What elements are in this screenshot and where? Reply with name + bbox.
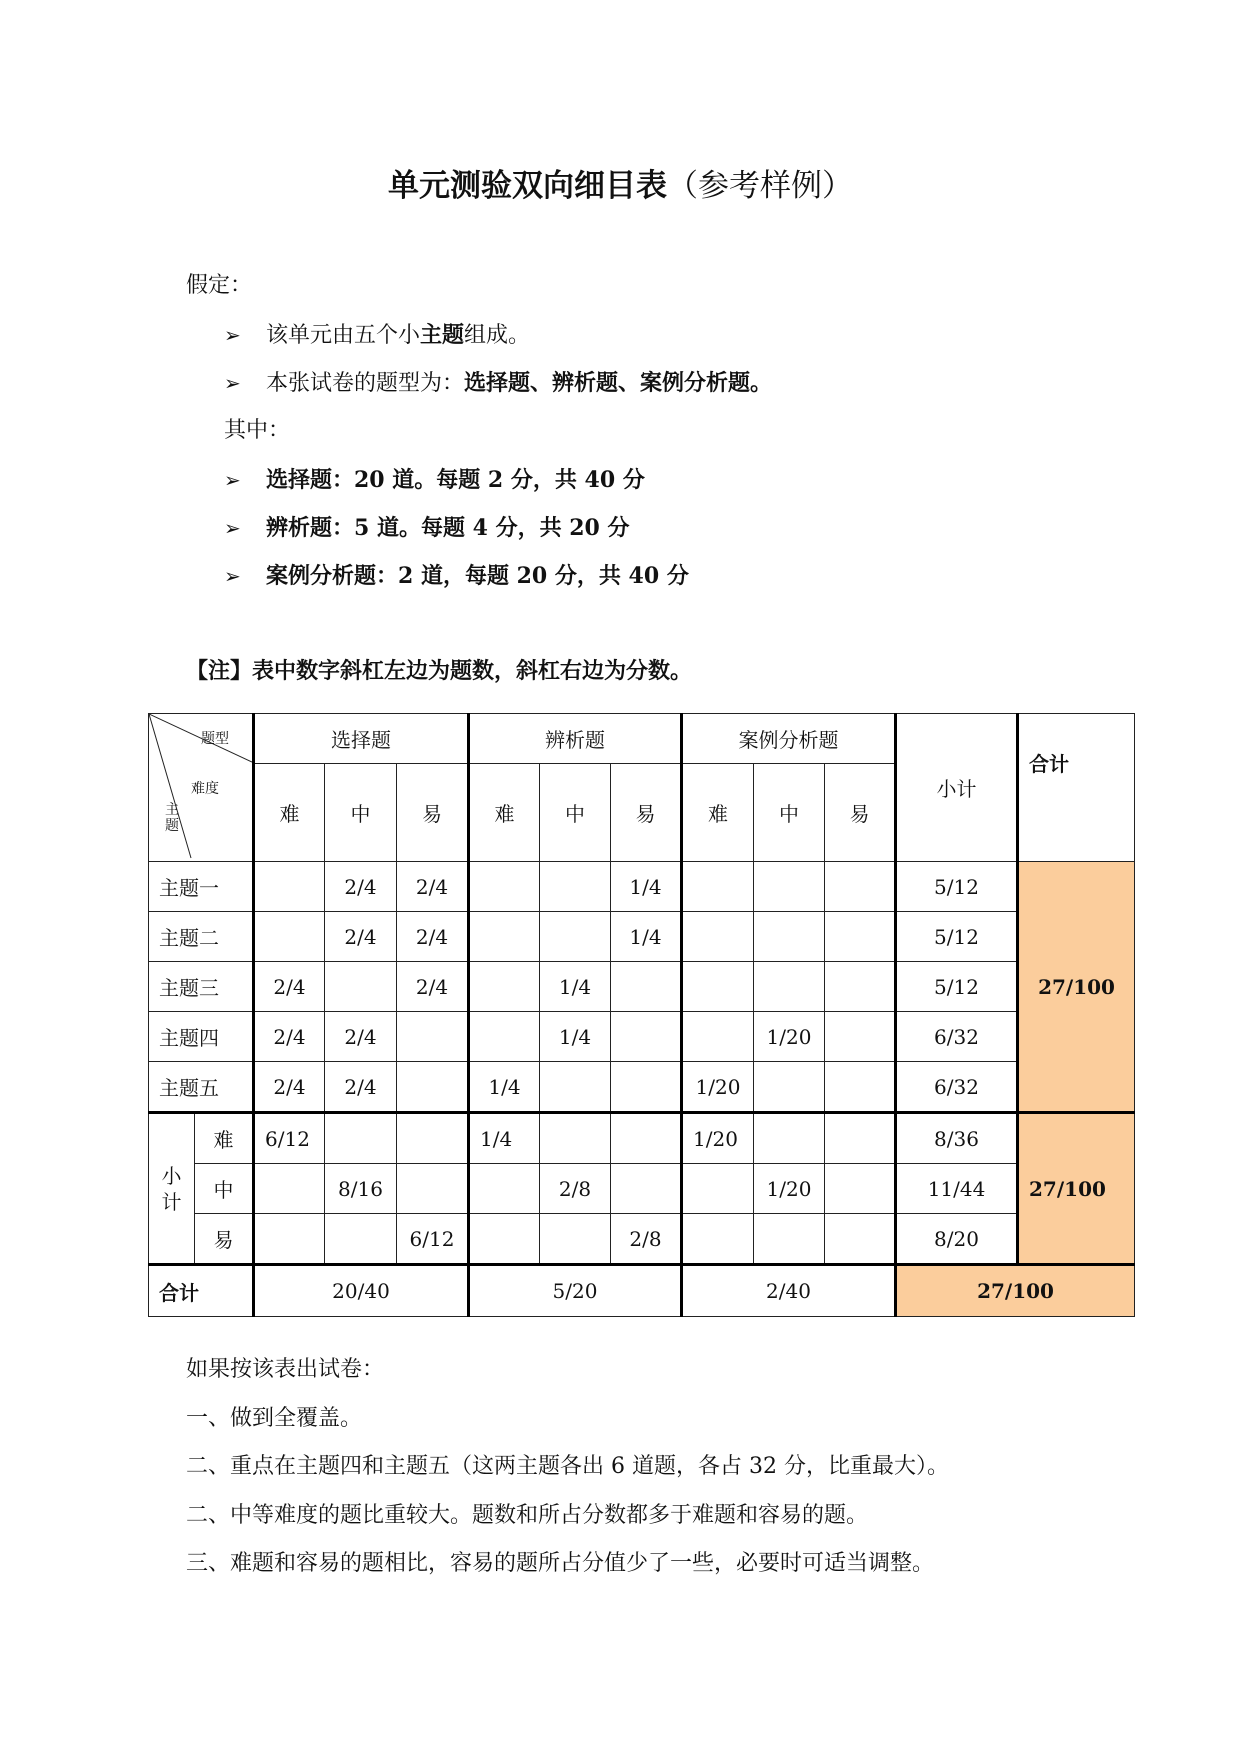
- table-cell: 6/12: [397, 1214, 469, 1265]
- type-header-case: 案例分析题: [682, 714, 896, 764]
- table-cell: [540, 912, 611, 962]
- subtotal-header: 小计: [896, 714, 1018, 862]
- specification-table: [148, 713, 1135, 1317]
- table-cell: [397, 1012, 469, 1062]
- table-cell: 2/4: [397, 962, 469, 1012]
- table-cell: [682, 962, 754, 1012]
- bullet-arrow-icon: ➢: [224, 468, 241, 492]
- conclusion-line-2: 二、重点在主题四和主题五（这两主题各出 6 道题，各占 32 分，比重最大）。: [186, 1454, 949, 1479]
- topic-label: 主题二: [149, 912, 254, 962]
- table-cell: 1/4: [540, 1012, 611, 1062]
- table-cell: 2/4: [325, 862, 397, 912]
- table-cell: 8/16: [325, 1164, 397, 1214]
- subtotal-cell: 8/36: [896, 1113, 1018, 1164]
- conclusion-heading: 如果按该表出试卷：: [186, 1357, 385, 1382]
- grand-total-label: 合计: [149, 1265, 254, 1317]
- level-medium: 中: [325, 764, 397, 862]
- table-row: [149, 862, 1135, 912]
- table-cell: [754, 962, 825, 1012]
- table-cell: [469, 862, 540, 912]
- table-cell: [540, 1062, 611, 1113]
- table-cell: 2/8: [611, 1214, 682, 1265]
- bullet-arrow-icon: ➢: [224, 516, 241, 540]
- table-cell: [682, 862, 754, 912]
- table-cell: [611, 1113, 682, 1164]
- table-cell: [397, 1113, 469, 1164]
- table-cell: 1/4: [611, 912, 682, 962]
- table-cell: 1/4: [540, 962, 611, 1012]
- table-cell: [611, 1164, 682, 1214]
- bullet-arrow-icon: ➢: [224, 323, 241, 347]
- page-title: [0, 160, 1241, 205]
- table-cell: [754, 1062, 825, 1113]
- subtotal-cell: 6/32: [896, 1012, 1018, 1062]
- levels-total-cell: 27/100: [1018, 1113, 1135, 1265]
- table-cell: [540, 862, 611, 912]
- b1-prefix: 该单元由五个小: [266, 323, 421, 348]
- table-cell: [825, 912, 896, 962]
- table-cell: 2/8: [540, 1164, 611, 1214]
- table-cell: [469, 1214, 540, 1265]
- topic-label: 主题一: [149, 862, 254, 912]
- subtotal-cell: 11/44: [896, 1164, 1018, 1214]
- table-cell: [325, 1113, 397, 1164]
- type-header-analysis: 辨析题: [469, 714, 682, 764]
- case-questions-line: 案例分析题：2 道，每题 20 分，共 40 分: [266, 563, 689, 589]
- table-row: [149, 1164, 1135, 1214]
- level-label: 易: [195, 1214, 254, 1265]
- level-medium: 中: [754, 764, 825, 862]
- b1-suffix: 组成。: [464, 323, 531, 348]
- table-cell: [254, 1164, 325, 1214]
- assumption-topics: [266, 320, 530, 351]
- corner-type-label: 题型: [201, 731, 229, 747]
- table-cell: 6/12: [254, 1113, 325, 1164]
- table-cell: [611, 1062, 682, 1113]
- total-analysis: 5/20: [469, 1265, 682, 1317]
- subtotal-group-label: [149, 1113, 195, 1265]
- table-row: [149, 1214, 1135, 1265]
- table-cell: [754, 862, 825, 912]
- table-cell: 2/4: [397, 862, 469, 912]
- table-note: 【注】表中数字斜杠左边为题数，斜杠右边为分数。: [186, 658, 693, 684]
- table-cell: [825, 1012, 896, 1062]
- analysis-questions-line: 辨析题：5 道。每题 4 分，共 20 分: [266, 515, 630, 541]
- table-row: [149, 962, 1135, 1012]
- table-cell: [682, 1012, 754, 1062]
- total-choice: 20/40: [254, 1265, 469, 1317]
- b2-bold: 选择题、辨析题、案例分析题。: [464, 370, 773, 396]
- bullet-arrow-icon: ➢: [224, 564, 241, 588]
- level-medium: 中: [540, 764, 611, 862]
- choice-questions-line: 选择题：20 道。每题 2 分，共 40 分: [266, 467, 645, 493]
- b2-prefix: 本张试卷的题型为：: [266, 371, 465, 396]
- title-paren: （参考样例）: [667, 168, 853, 204]
- table-cell: 2/4: [325, 912, 397, 962]
- subtotal-cell: 5/12: [896, 912, 1018, 962]
- level-easy: 易: [397, 764, 469, 862]
- conclusion-line-3: 二、中等难度的题比重较大。题数和所占分数都多于难题和容易的题。: [186, 1503, 869, 1528]
- corner-header-cell: [149, 714, 254, 862]
- table-cell: 2/4: [325, 1012, 397, 1062]
- table-cell: [254, 862, 325, 912]
- table-cell: [469, 1164, 540, 1214]
- table-cell: [325, 962, 397, 1012]
- subtotal-cell: 5/12: [896, 862, 1018, 912]
- grand-total-value: 27/100: [896, 1265, 1135, 1317]
- assumption-types: [266, 368, 772, 399]
- table-cell: [611, 962, 682, 1012]
- b1-bold: 主题: [420, 322, 465, 348]
- table-cell: [754, 1113, 825, 1164]
- table-cell: [254, 1214, 325, 1265]
- total-case: 2/40: [682, 1265, 896, 1317]
- table-cell: 2/4: [254, 1062, 325, 1113]
- corner-difficulty-label: 难度: [191, 781, 219, 797]
- table-cell: [825, 1164, 896, 1214]
- level-label: 中: [195, 1164, 254, 1214]
- subtotal-cell: 6/32: [896, 1062, 1018, 1113]
- table-cell: [825, 1113, 896, 1164]
- table-cell: [825, 962, 896, 1012]
- table-row: [149, 1062, 1135, 1113]
- table-cell: [682, 1214, 754, 1265]
- table-row: [149, 1113, 1135, 1164]
- table-cell: 1/20: [682, 1062, 754, 1113]
- table-cell: 1/4: [469, 1113, 540, 1164]
- table-cell: [754, 1214, 825, 1265]
- table-cell: [254, 912, 325, 962]
- table-cell: 1/4: [469, 1062, 540, 1113]
- among-heading: 其中：: [224, 418, 291, 443]
- topic-label: 主题四: [149, 1012, 254, 1062]
- table-row: [149, 912, 1135, 962]
- table-cell: [397, 1062, 469, 1113]
- subtotal-cell: 5/12: [896, 962, 1018, 1012]
- topic-label: 主题三: [149, 962, 254, 1012]
- topic-label: 主题五: [149, 1062, 254, 1113]
- title-main: 单元测验双向细目表: [388, 168, 667, 204]
- subtotal-cell: 8/20: [896, 1214, 1018, 1265]
- subtotal-group-text: 小计: [161, 1163, 182, 1214]
- table-cell: 1/4: [611, 862, 682, 912]
- table-cell: [469, 912, 540, 962]
- table-cell: [754, 912, 825, 962]
- table-cell: 2/4: [254, 962, 325, 1012]
- table-cell: [682, 1164, 754, 1214]
- type-header-choice: 选择题: [254, 714, 469, 764]
- topics-total-cell: 27/100: [1018, 862, 1135, 1113]
- table-cell: [469, 1012, 540, 1062]
- conclusion-line-1: 一、做到全覆盖。: [186, 1406, 363, 1431]
- corner-topic-label: 主题: [165, 802, 179, 834]
- total-header: 合计: [1018, 714, 1135, 862]
- table-cell: [540, 1214, 611, 1265]
- table-row: [149, 1012, 1135, 1062]
- table-cell: [397, 1164, 469, 1214]
- table-row: [149, 1265, 1135, 1317]
- table-cell: 1/20: [754, 1012, 825, 1062]
- table-cell: 2/4: [254, 1012, 325, 1062]
- table-cell: 2/4: [325, 1062, 397, 1113]
- level-label: 难: [195, 1113, 254, 1164]
- conclusion-line-4: 三、难题和容易的题相比，容易的题所占分值少了一些，必要时可适当调整。: [186, 1551, 935, 1576]
- level-hard: 难: [254, 764, 325, 862]
- table-cell: [682, 912, 754, 962]
- table-cell: [611, 1012, 682, 1062]
- assumption-heading: 假定：: [186, 273, 253, 298]
- table-cell: 1/20: [682, 1113, 754, 1164]
- level-easy: 易: [825, 764, 896, 862]
- level-easy: 易: [611, 764, 682, 862]
- table-cell: [825, 862, 896, 912]
- table-cell: [825, 1214, 896, 1265]
- table-cell: [325, 1214, 397, 1265]
- bullet-arrow-icon: ➢: [224, 371, 241, 395]
- table-cell: [540, 1113, 611, 1164]
- table-cell: 1/20: [754, 1164, 825, 1214]
- table-cell: [469, 962, 540, 1012]
- level-hard: 难: [469, 764, 540, 862]
- level-hard: 难: [682, 764, 754, 862]
- table-cell: 2/4: [397, 912, 469, 962]
- table-cell: [825, 1062, 896, 1113]
